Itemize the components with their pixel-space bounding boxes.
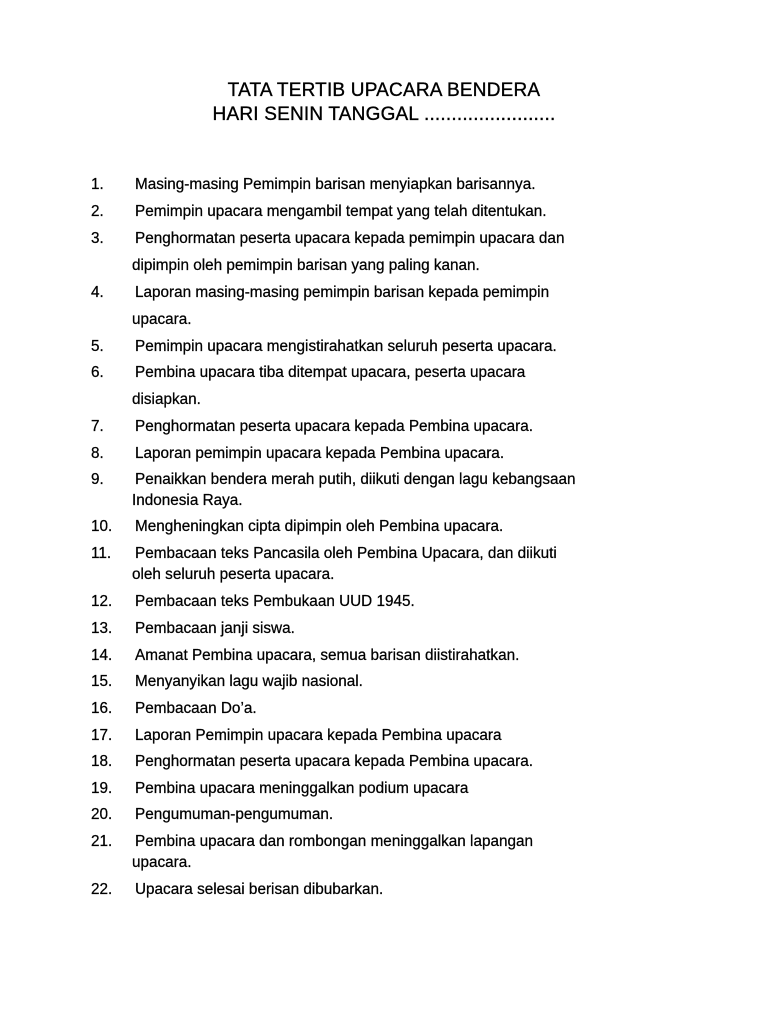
list-item-text: Pembina upacara meninggalkan podium upacara — [135, 780, 469, 797]
list-item-text-continued: Indonesia Raya. — [132, 492, 243, 509]
list-item-text-continued: upacara. — [132, 311, 192, 328]
list-item-text-continued: disiapkan. — [132, 391, 201, 408]
list-item-text: Pembacaan janji siswa. — [135, 620, 295, 637]
list-item-text: Upacara selesai berisan dibubarkan. — [135, 881, 384, 898]
list-item-number: 20. — [91, 806, 113, 823]
list-item-text: Pembina upacara tiba ditempat upacara, peserta upacara — [135, 364, 526, 381]
document-subtitle: HARI SENIN TANGGAL ........................ — [212, 104, 556, 125]
list-item-text: Pembina upacara dan rombongan meninggalkan lapangan — [135, 833, 534, 850]
list-item-number: 17. — [91, 727, 113, 744]
list-item-text: Laporan masing-masing pemimpin barisan kepada pemimpin — [135, 284, 550, 301]
list-item-number: 19. — [91, 780, 113, 797]
list-item-text: Mengheningkan cipta dipimpin oleh Pembina upacara. — [135, 518, 504, 535]
list-item-number: 4. — [91, 284, 104, 301]
list-item-text-continued: oleh seluruh peserta upacara. — [132, 566, 335, 583]
list-item-text-continued: upacara. — [132, 854, 192, 871]
list-item-text: Masing-masing Pemimpin barisan menyiapkan barisannya. — [135, 176, 536, 193]
list-item-text: Pembacaan teks Pancasila oleh Pembina Upacara, dan diikuti — [135, 545, 557, 562]
list-item-number: 8. — [91, 445, 104, 462]
list-item-text: Pembacaan Do’a. — [135, 700, 257, 717]
list-item-number: 16. — [91, 700, 113, 717]
list-item-number: 18. — [91, 753, 113, 770]
list-item-number: 3. — [91, 230, 104, 247]
list-item-text: Pembacaan teks Pembukaan UUD 1945. — [135, 593, 415, 610]
list-item-text: Penghormatan peserta upacara kepada Pembina upacara. — [135, 418, 533, 435]
list-item-number: 22. — [91, 881, 113, 898]
list-item-number: 5. — [91, 338, 104, 355]
list-item-text: Laporan pemimpin upacara kepada Pembina upacara. — [135, 445, 505, 462]
document-title: TATA TERTIB UPACARA BENDERA — [227, 80, 541, 101]
list-item-text-continued: dipimpin oleh pemimpin barisan yang paling kanan. — [132, 257, 480, 274]
list-item-number: 13. — [91, 620, 113, 637]
list-item-text: Penghormatan peserta upacara kepada Pembina upacara. — [135, 753, 533, 770]
list-item-text: Laporan Pemimpin upacara kepada Pembina upacara — [135, 727, 502, 744]
list-item-text: Penaikkan bendera merah putih, diikuti dengan lagu kebangsaan — [135, 471, 576, 488]
list-item-number: 15. — [91, 673, 113, 690]
list-item-text: Pemimpin upacara mengambil tempat yang telah ditentukan. — [135, 203, 547, 220]
list-item-number: 6. — [91, 364, 104, 381]
list-item-number: 2. — [91, 203, 104, 220]
list-item-number: 9. — [91, 471, 104, 488]
list-item-number: 14. — [91, 647, 113, 664]
list-item-number: 11. — [91, 545, 112, 562]
list-item-number: 12. — [91, 593, 113, 610]
list-item-text: Amanat Pembina upacara, semua barisan diistirahatkan. — [135, 647, 520, 664]
list-item-number: 1. — [91, 176, 104, 193]
list-item-number: 21. — [91, 833, 113, 850]
list-item-text: Pengumuman-pengumuman. — [135, 806, 334, 823]
list-item-text: Penghormatan peserta upacara kepada pemimpin upacara dan — [135, 230, 565, 247]
list-item-number: 7. — [91, 418, 104, 435]
list-item-number: 10. — [91, 518, 113, 535]
list-item-text: Menyanyikan lagu wajib nasional. — [135, 673, 363, 690]
list-item-text: Pemimpin upacara mengistirahatkan seluruh peserta upacara. — [135, 338, 557, 355]
